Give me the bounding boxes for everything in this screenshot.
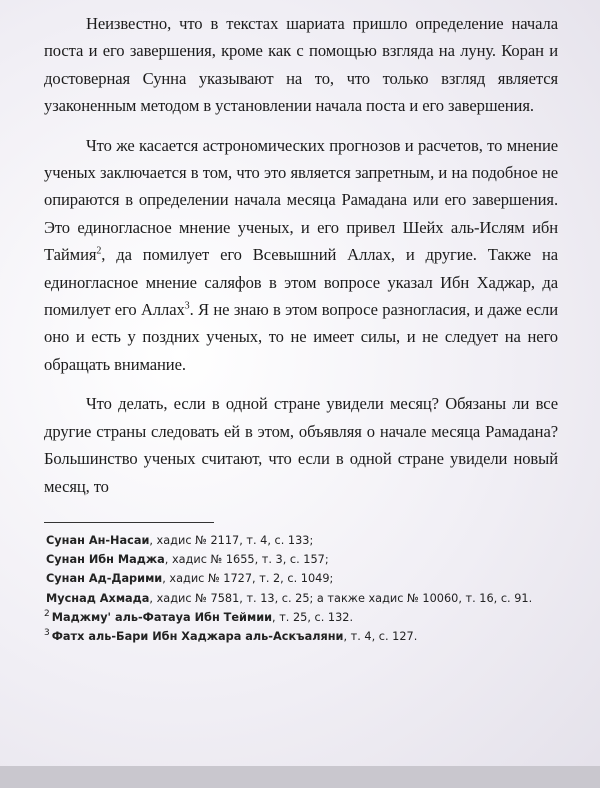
footnotes (44, 531, 558, 646)
footnote-mark: 2 (44, 608, 50, 619)
footnote-mark: 3 (44, 628, 50, 639)
page-bottom-edge (0, 766, 600, 788)
footnote-detail: , т. 4, с. 127. (343, 629, 418, 643)
footnote-detail: , хадис № 7581, т. 13, с. 25; а также хадис № 10060, т. 16, с. 91. (149, 591, 533, 605)
paragraph-text: , да помилует его Всевышний Аллах, и другие. Также на единогласное мнение саляфов в этом вопросе указал Ибн Хаджар, да помилует его Аллах (44, 245, 558, 320)
footnote-divider (44, 522, 214, 523)
footnote-item (44, 569, 558, 588)
footnote-item (44, 589, 558, 608)
footnote-ref-3: 3 (184, 300, 190, 312)
footnote-source: Маджму' аль-Фатауа Ибн Теймии (51, 610, 273, 624)
footnote-detail: , хадис № 2117, т. 4, с. 133; (149, 533, 314, 547)
footnote-source: Муснад Ахмада (46, 591, 150, 605)
paragraph-3 (44, 390, 558, 500)
paragraph-2 (44, 132, 558, 379)
footnote-detail: , хадис № 1727, т. 2, с. 1049; (162, 572, 334, 586)
footnote-item (44, 531, 558, 550)
footnote-item (44, 627, 558, 646)
paragraph-text: Неизвестно, что в текстах шариата пришло определение начала поста и его завершения, кроме как с помощью взгляда на луну. Коран и достоверная Сунна указывают на то, что только взгляд является узаконенным методом в установлении начала поста и его завершения. (44, 14, 558, 116)
paragraph-text: Что делать, если в одной стране увидели месяц? Обязаны ли все другие страны следовать ей в этом, объявляя о начале месяца Рамадана? Большинство ученых считают, что если в одной стране увидели новый месяц, то (44, 394, 558, 496)
paragraph-text: Что же касается астрономических прогнозов и расчетов, то мнение ученых заключается в том, что это является запретным, и на подобное не опираются в определении начала месяца Рамадана или его завершения. Это единогласное мнение ученых, и его привел Шейх аль-Ислям ибн Таймия (44, 135, 558, 265)
footnote-ref-2: 2 (96, 245, 102, 257)
footnote-item (44, 608, 558, 627)
footnote-source: Сунан Ибн Маджа (46, 553, 165, 567)
footnote-detail: , хадис № 1655, т. 3, с. 157; (164, 553, 329, 567)
footnote-item (44, 550, 558, 569)
footnote-source: Фатх аль-Бари Ибн Хаджара аль-Аскъаляни (51, 629, 344, 643)
paragraph-1 (44, 10, 558, 120)
footnote-source: Сунан Ан-Насаи (46, 533, 150, 547)
paragraph-text: . Я не знаю в этом вопросе разногласия, и даже если оно и есть у поздних ученых, то не имеет силы, и не следует на него обращать внимание. (44, 300, 558, 374)
footnote-source: Сунан Ад-Дарими (46, 572, 163, 586)
document-page (44, 10, 558, 646)
footnote-detail: , т. 25, с. 132. (272, 610, 354, 624)
